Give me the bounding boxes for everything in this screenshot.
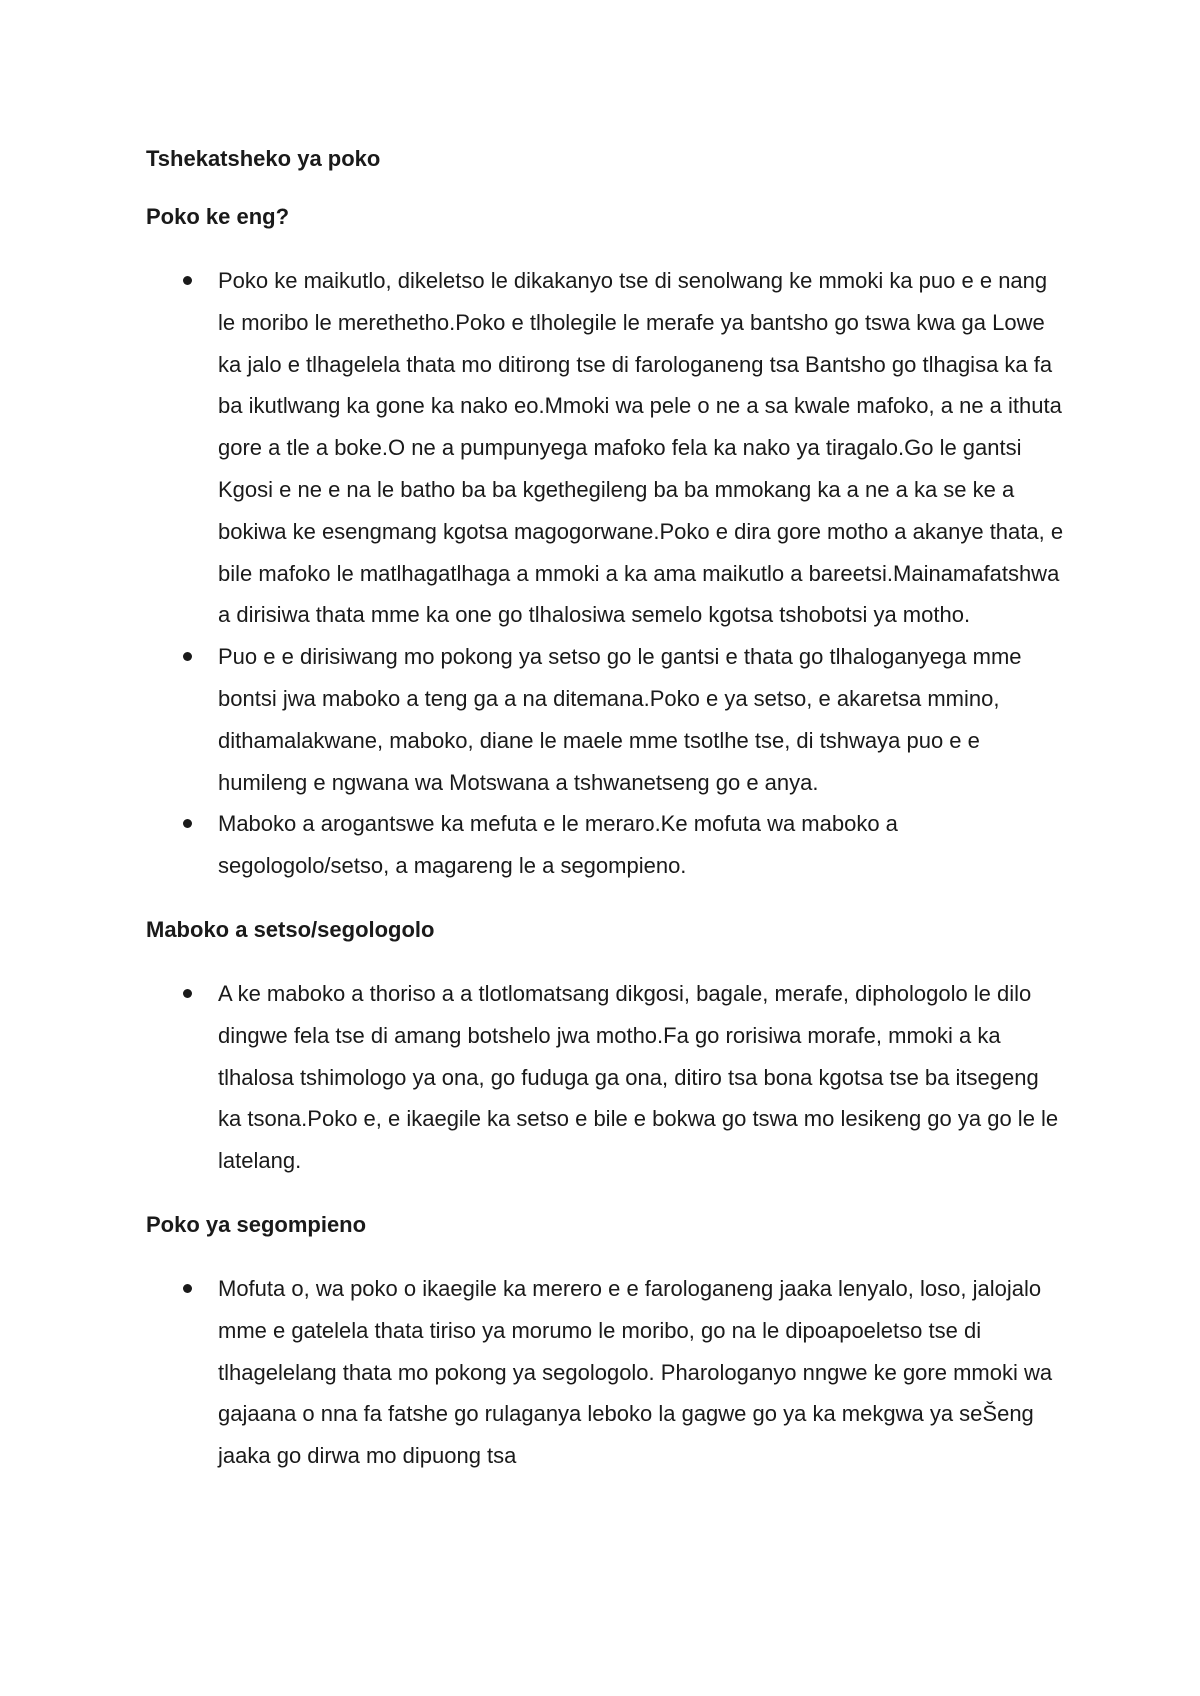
list-item <box>146 260 1066 636</box>
list-item <box>146 803 1066 887</box>
list-item-text: Poko ke maikutlo, dikeletso le dikakanyo tse di senolwang ke mmoki ka puo e e nang le moribo le merethetho.Poko e tlholegile le merafe ya bantsho go tswa kwa ga Lowe ka jalo e tlhagelela thata mo ditirong tse di farologaneng tsa Bantsho go tlhagisa ka fa ba ikutlwang ka gone ka nako eo.Mmoki wa pele o ne a sa kwale mafoko, a ne a ithuta gore a tle a boke.O ne a pumpunyega mafoko fela ka nako ya tiragalo.Go le gantsi Kgosi e ne e na le batho ba ba kgethegileng ba ba mmokang ka a ne a ka se ke a bokiwa ke esengmang kgotsa magogorwane.Poko e dira gore motho a akanye thata, e bile mafoko le matlhagatlhaga a mmoki a ka ama maikutlo a bareetsi.Mainamafatshwa a dirisiwa thata mme ka one go tlhalosiwa semelo kgotsa tshobotsi ya motho. <box>218 268 1064 628</box>
bullet-icon <box>183 819 192 828</box>
section-heading-maboko-a-setso: Maboko a setso/segologolo <box>146 916 435 942</box>
list-item-text: Mofuta o, wa poko o ikaegile ka merero e e farologaneng jaaka lenyalo, loso, jalojalo mme e gatelela thata tiriso ya morumo le moribo, go na le dipoapoeletso tse di tlhagelelang thata mo pokong ya segologolo. Pharologanyo nngwe ke gore mmoki wa gajaana o nna fa fatshe go rulaganya leboko la gagwe go ya ka mekgwa ya seŠeng jaaka go dirwa mo dipuong tsa <box>218 1275 1053 1469</box>
bullet-icon <box>183 989 192 998</box>
section-heading-poko-ya-segompieno: Poko ya segompieno <box>146 1211 367 1237</box>
bullet-list <box>146 1268 1066 1477</box>
bullet-list <box>146 260 1066 887</box>
section-heading-poko-ke-eng: Poko ke eng? <box>146 204 290 229</box>
bullet-list <box>146 973 1066 1182</box>
list-item <box>146 1268 1066 1477</box>
document-title: Tshekatsheko ya poko <box>146 146 381 171</box>
list-item-text: A ke maboko a thoriso a a tlotlomatsang dikgosi, bagale, merafe, diphologolo le dilo dingwe fela tse di amang botshelo jwa motho.Fa go rorisiwa morafe, mmoki a ka tlhalosa tshimologo ya ona, go fuduga ga ona, ditiro tsa bona kgotsa tse ba itsegeng ka tsona.Poko e, e ikaegile ka setso e bile e bokwa go tswa mo lesikeng go ya go le le latelang. <box>218 980 1059 1174</box>
bullet-icon <box>183 652 192 661</box>
list-item <box>146 636 1066 803</box>
list-item-text: Puo e e dirisiwang mo pokong ya setso go le gantsi e thata go tlhaloganyega mme bontsi jwa maboko a teng ga a na ditemana.Poko e ya setso, e akaretsa mmino, dithamalakwane, maboko, diane le maele mme tsotlhe tse, di tshwaya puo e e humileng e ngwana wa Motswana a tshwanetseng go e anya. <box>218 644 1022 795</box>
document-page <box>146 144 1066 1505</box>
list-item-text: Maboko a arogantswe ka mefuta e le meraro.Ke mofuta wa maboko a segologolo/setso, a magareng le a segompieno. <box>218 811 898 879</box>
list-item <box>146 973 1066 1182</box>
bullet-icon <box>183 276 192 285</box>
bullet-icon <box>183 1284 192 1293</box>
